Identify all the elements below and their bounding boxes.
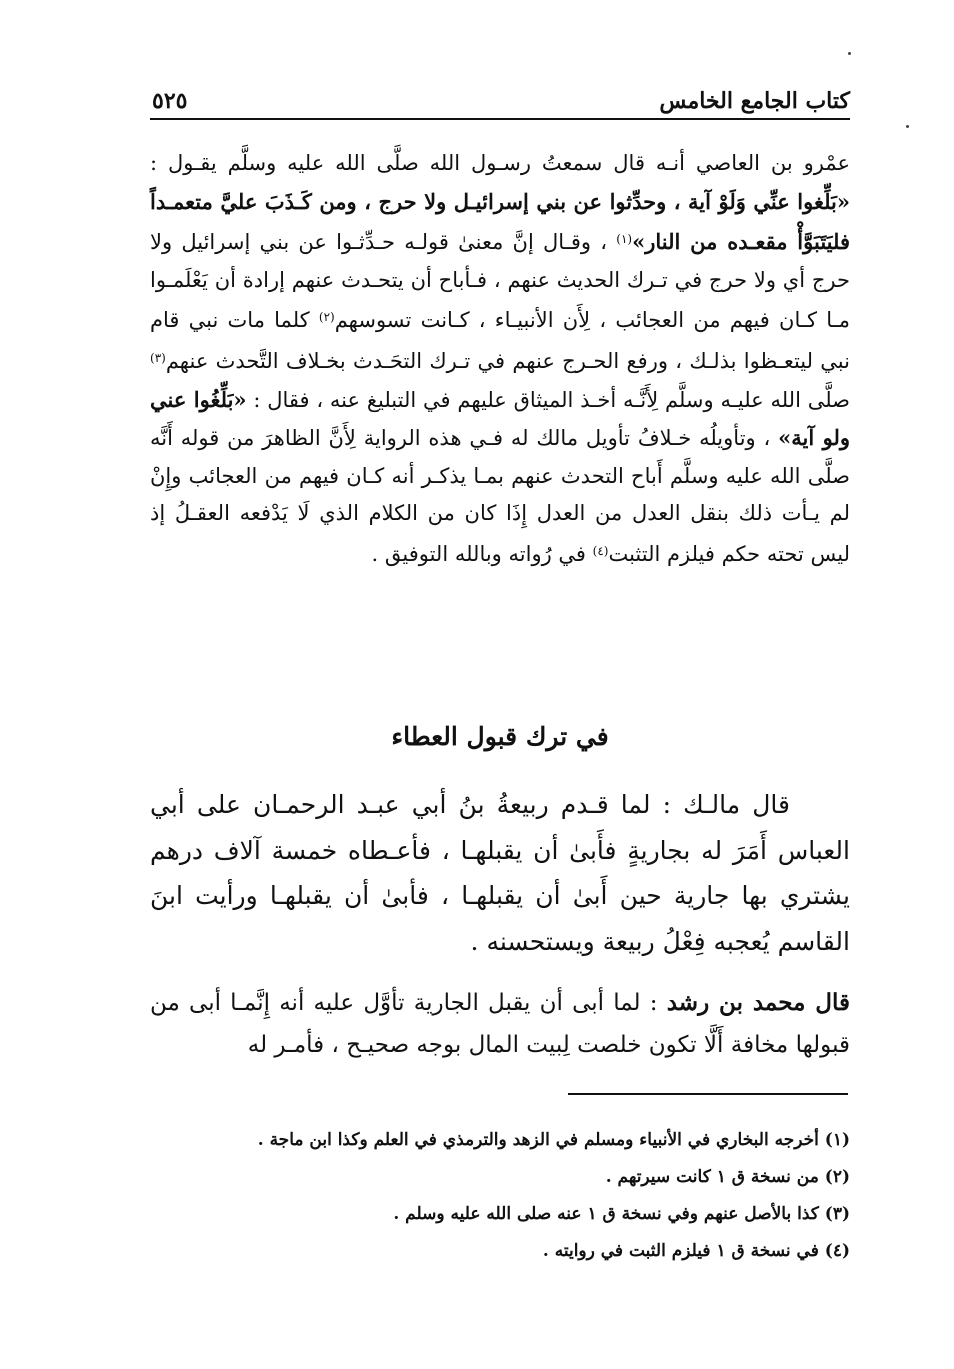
- text-segment: في رُواته وبالله التوفيق .: [371, 541, 593, 566]
- footnotes: [150, 1122, 850, 1270]
- scan-speck: [848, 52, 851, 55]
- hadith-quote: «بَلِّغُوا عني ولو آية»: [150, 386, 850, 451]
- footnote-4: (٤) في نسخة ق ١ فيلزم الثبت في روايته .: [542, 1241, 850, 1261]
- text-segment: : لما أبى أن يقبل الجارية تأوَّل عليه أنه إِنَّمـا أبى من قبولها مخافة أَلَّا تكون خلصت لِبيت المال بوجه صحيـح ، فأمـر له: [150, 990, 850, 1058]
- footnote-1: (١) أخرجه البخاري في الأنبياء ومسلم في الزهد والترمذي في العلم وكذا ابن ماجة .: [257, 1130, 850, 1150]
- paragraph-text: قال مالـك : لما قـدم ربيعةُ بنُ أبي عبـد الرحمـان على أبي العباس أَمَرَ له بجاريةٍ فأَبىٰ أن يقبلهـا ، فأعـطاه خمسة آلاف درهم يشتري بها جارية حين أَبىٰ أن يقبلهـا ، فأبىٰ أن يقبلهـا ورأيت ابنَ القاسم يُعجبه فِعْلُ ربيعة ويستحسنه .: [150, 790, 850, 956]
- scan-speck: [906, 125, 909, 128]
- section-heading: في ترك قبول العطاء: [391, 722, 609, 751]
- paragraph-malik: [150, 782, 850, 964]
- footnote-ref-2: (٢): [318, 310, 335, 325]
- footnote-ref-3: (٣): [150, 350, 166, 365]
- footnote-2: (٢) من نسخة ق ١ كانت سيرتهم .: [605, 1167, 850, 1187]
- header-title: كتاب الجامع الخامس: [659, 88, 850, 114]
- paragraph-hadith-commentary: [150, 145, 850, 574]
- text-segment: كلما مات نبي قام نبي ليتعـظوا بذلـك ، ورفع الحـرج عنهم في تـرك التحَـدث بخـلاف التَّحدث عنهم: [150, 308, 850, 373]
- speaker-name: قال محمد بن رشد: [666, 989, 851, 1016]
- page-number: ٥٢٥: [152, 88, 188, 114]
- footnote-3: (٣) كذا بالأصل عنهم وفي نسخة ق ١ عنه صلى الله عليه وسلم .: [393, 1204, 850, 1224]
- text-segment: ، وتأويلُه خـلافُ تأويل مالك له فـي هذه الرواية لِأَنَّ الظاهرَ من قوله أَنَّه صلَّى الله عليه وسلَّم أَباح التحدث عنهم بمـا يذكـر أنه كـان فيهم من العجائب وإِنْ لم يـأت ذلك بنقل العدل من العدل إِذَا كان من الكلام الذي لَا يَدْفعه العقـلُ إذ ليس تحته حكم فيلزم التثبت: [150, 426, 850, 566]
- text-segment: ، وقـال إنَّ معنىٰ قولـه حـدِّثـوا عن بني إسرائيل ولا حرج أي ولا حرج في تـرك الحديث عنهم ، فـأباح أن يتحـدث عنهم إرادة أن يَعْلَمـوا مـا كـان فيهم من العجائب ، لِأَن الأنبيـاء ، كـانت تسوسهم: [150, 230, 850, 333]
- footnote-ref-4: (٤): [592, 543, 609, 558]
- paragraph-text: [150, 145, 850, 574]
- footnote-divider: [568, 1093, 848, 1095]
- hadith-quote: «بَلِّغوا عنِّي وَلَوْ آية ، وحدِّثوا عن بني إسرائيـل ولا حرج ، ومن كَـذَبَ عليَّ متعمـداً فليَتَبَوَّأْ مقعـده من النار»: [150, 188, 850, 255]
- text-segment: صلَّى الله عليـه وسلَّم لِأَنَّـه أخـذ الميثاق عليهم في التبليغ عنه ، فقال :: [246, 387, 850, 412]
- paragraph-ibn-rushd: [150, 982, 850, 1066]
- footnote-ref-1: (١): [616, 232, 633, 247]
- running-header: [150, 88, 850, 120]
- paragraph-text: [150, 982, 850, 1066]
- text-segment: عمْرو بن العاصي أنـه قال سمعتُ رسـول الله صلَّى الله عليه وسلَّم يقـول :: [150, 151, 851, 175]
